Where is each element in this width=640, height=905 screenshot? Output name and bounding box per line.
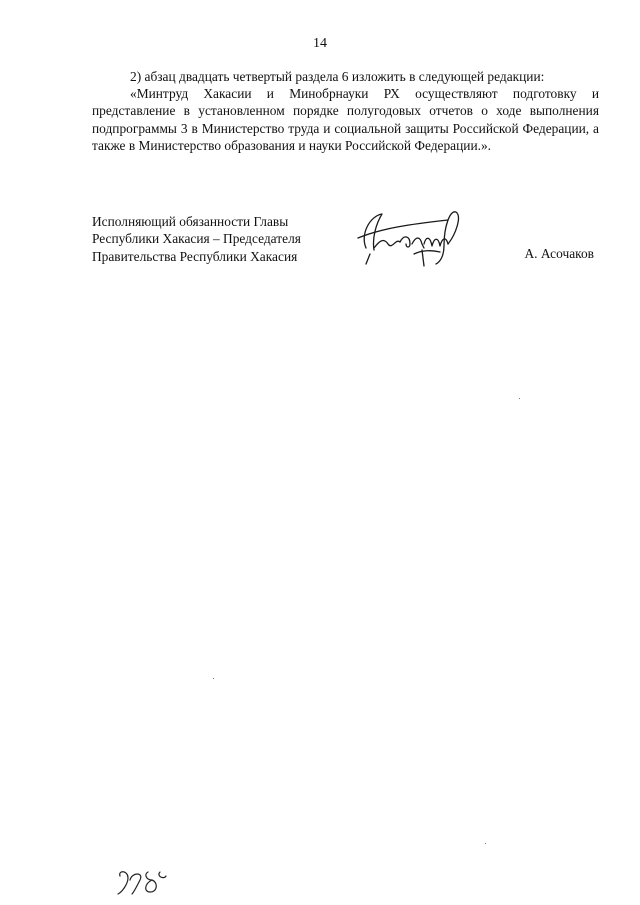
scan-speck bbox=[485, 843, 486, 844]
document-body bbox=[92, 68, 599, 154]
signatory-title-line: Республики Хакасия – Председателя bbox=[92, 231, 301, 247]
handwritten-signature bbox=[352, 204, 470, 270]
handwritten-page-annotation bbox=[116, 866, 172, 896]
scan-speck bbox=[213, 678, 214, 679]
signatory-title bbox=[92, 213, 301, 265]
scan-speck bbox=[519, 398, 520, 399]
paragraph-amendment-intro: 2) абзац двадцать четвертый раздела 6 изложить в следующей редакции: bbox=[130, 69, 545, 84]
paragraph-amendment-text: «Минтруд Хакасии и Минобрнауки РХ осуществляют подготовку и представление в установленном порядке полугодовых отчетов о ходе выполнения подпрограммы 3 в Министерство труда и социальной защиты Российской Федерации, а также в Министерство образования и науки Российской Федерации.». bbox=[92, 86, 599, 153]
page-number: 14 bbox=[313, 36, 327, 51]
signatory-title-line: Исполняющий обязанности Главы bbox=[92, 214, 289, 229]
signatory-name: А. Асочаков bbox=[524, 246, 594, 261]
signatory-title-line: Правительства Республики Хакасия bbox=[92, 248, 298, 264]
